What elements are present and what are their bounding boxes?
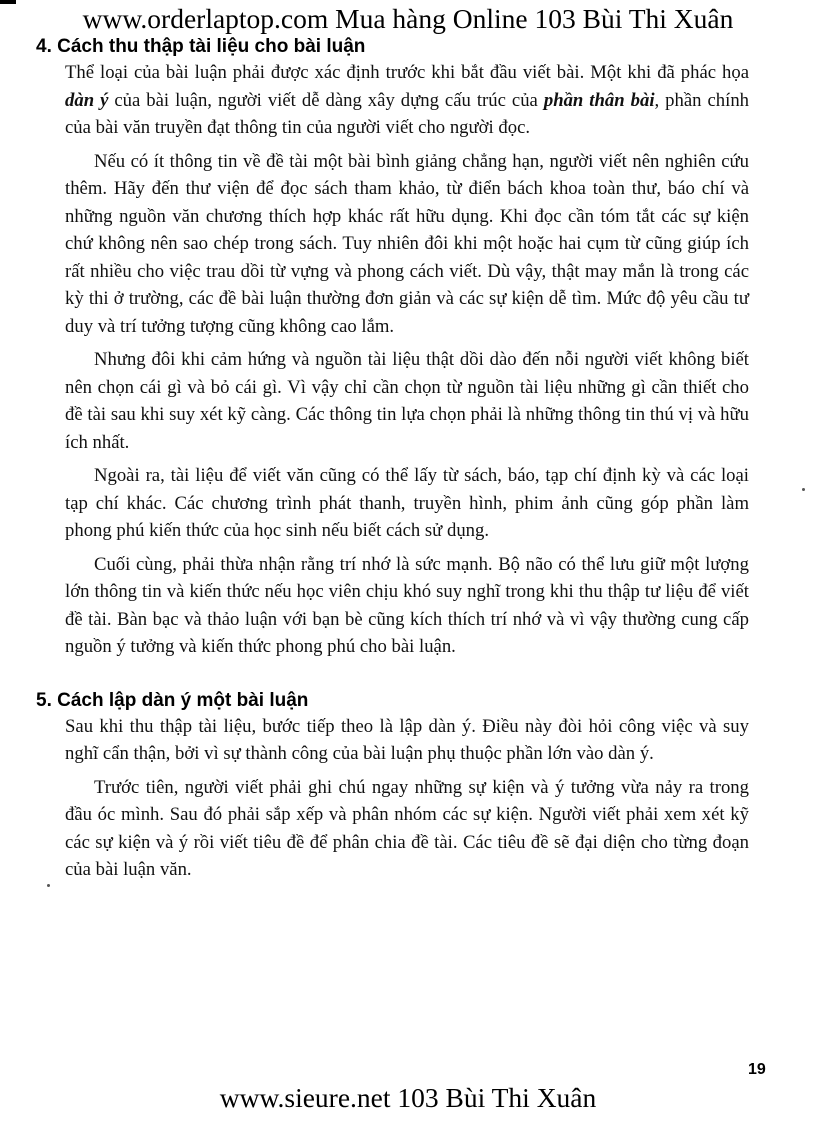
section-5-heading: 5. Cách lập dàn ý một bài luận	[36, 689, 309, 711]
emphasis-phan-than-bai: phần thân bài	[543, 89, 655, 111]
section-4-heading: 4. Cách thu thập tài liệu cho bài luận	[36, 36, 366, 57]
scan-speck	[47, 884, 50, 887]
scan-speck	[802, 488, 805, 491]
section-4-paragraph-3: Nhưng đôi khi cảm hứng và nguồn tài liệu thật dồi dào đến nỗi người viết không biết nên chọn cái gì và bỏ cái gì. Vì vậy chỉ cần chọn từ nguồn tài liệu những gì cần thiết cho đề tài sau khi suy xét kỹ càng. Các thông tin lựa chọn phải là những thông tin thú vị và hữu ích nhất.	[65, 349, 749, 453]
emphasis-dan-y: dàn ý	[65, 89, 109, 111]
header-watermark: www.orderlaptop.com Mua hàng Online 103 Bùi Thi Xuân	[82, 3, 734, 34]
paragraph-text: Thể loại của bài luận phải được xác định trước khi bắt đầu viết bài. Một khi đã phác họa	[65, 62, 749, 83]
paragraph-text: , phần chính của bài văn truyền đạt thông tin của người viết cho người đọc.	[65, 89, 750, 138]
section-4-paragraph-2: Nếu có ít thông tin về đề tài một bài bình giảng chẳng hạn, người viết nên nghiên cứu thêm. Hãy đến thư viện để đọc sách tham khảo, từ điển bách khoa toàn thư, báo chí và những nguồn văn chương thích hợp khác rất hữu dụng. Khi đọc cần tóm tắt các sự kiện chứ không nên sao chép trong sách. Tuy nhiên đôi khi một hoặc hai cụm từ cũng giúp ích rất nhiều cho việc trau dồi từ vựng và phong cách viết. Dù vậy, thật may mắn là trong các kỳ thi ở trường, các đề bài luận thường đơn giản và các sự kiện dễ tìm. Mức độ yêu cầu tư duy và trí tưởng tượng cũng không cao lắm.	[65, 150, 749, 337]
section-4-paragraph-5: Cuối cùng, phải thừa nhận rằng trí nhớ là sức mạnh. Bộ não có thể lưu giữ một lượng lớn thông tin và kiến thức nếu học viên chịu khó suy nghĩ trong khi thu thập tư liệu để viết đề tài. Bàn bạc và thảo luận với bạn bè cũng kích thích trí nhớ và vì vậy thường cung cấp nguồn ý tưởng và kiến thức phong phú cho bài luận.	[65, 553, 749, 657]
footer-watermark: www.sieure.net 103 Bùi Thi Xuân	[219, 1082, 597, 1113]
page-content	[36, 35, 776, 890]
section-5-paragraph-2: Trước tiên, người viết phải ghi chú ngay những sự kiện và ý tưởng vừa nảy ra trong đầu óc mình. Sau đó phải sắp xếp và phân nhóm các sự kiện. Người viết phải xem xét kỹ các sự kiện và ý rồi viết tiêu đề để phân chia đề tài. Các tiêu đề sẽ đại diện cho từng đoạn của bài luận văn.	[65, 776, 749, 880]
page-number: 19	[748, 1061, 766, 1078]
section-4-paragraph-4: Ngoài ra, tài liệu để viết văn cũng có thể lấy từ sách, báo, tạp chí định kỳ và các loại tạp chí khác. Các chương trình phát thanh, truyền hình, phim ảnh cũng góp phần làm phong phú kiến thức của học sinh nếu biết cách sử dụng.	[65, 465, 749, 541]
section-5-paragraph-1: Sau khi thu thập tài liệu, bước tiếp theo là lập dàn ý. Điều này đòi hỏi công việc và suy nghĩ cẩn thận, bởi vì sự thành công của bài luận phụ thuộc phần lớn vào dàn ý.	[65, 715, 749, 764]
paragraph-text: của bài luận, người viết dễ dàng xây dựng cấu trúc của	[108, 89, 544, 111]
section-4-paragraph-1	[36, 59, 749, 142]
